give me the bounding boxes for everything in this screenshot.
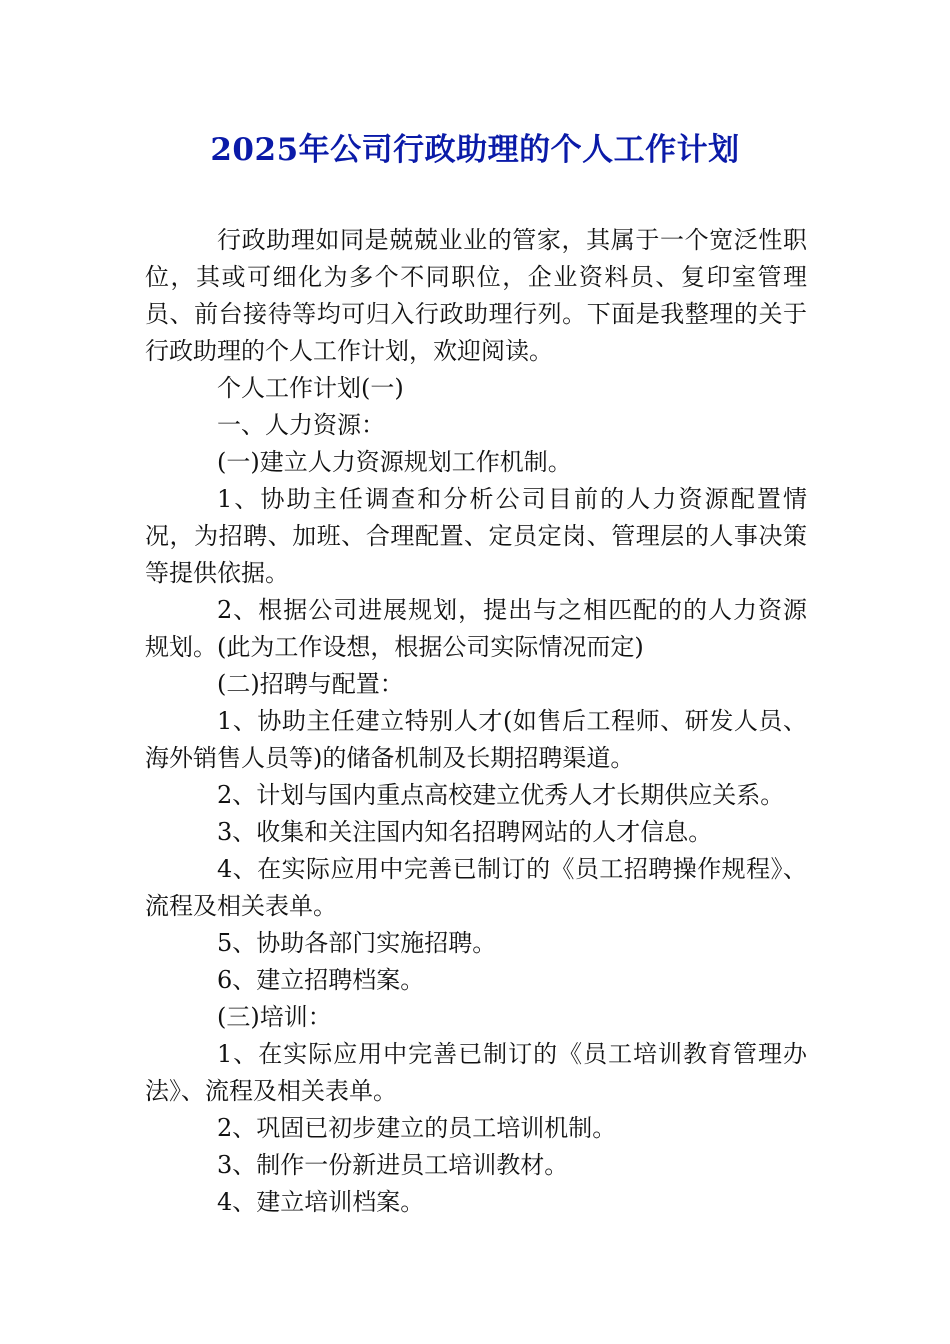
paragraph-subsection-planning: (一)建立人力资源规划工作机制。: [217, 448, 572, 476]
paragraph-training-item-1: 1、在实际应用中完善已制订的《员工培训教育管理办法》、流程及相关表单。: [145, 1040, 807, 1105]
document-title: 2025年公司行政助理的个人工作计划: [210, 132, 740, 168]
paragraph-training-item-3: 3、制作一份新进员工培训教材。: [217, 1151, 569, 1179]
paragraph-subsection-recruitment: (二)招聘与配置：: [217, 670, 404, 698]
paragraph-training-item-4: 4、建立培训档案。: [217, 1188, 425, 1216]
paragraph-recruitment-item-4: 4、在实际应用中完善已制订的《员工招聘操作规程》、流程及相关表单。: [145, 855, 807, 920]
paragraph-recruitment-item-1: 1、协助主任建立特别人才(如售后工程师、研发人员、海外销售人员等)的储备机制及长期招聘渠道。: [145, 707, 807, 772]
paragraph-planning-item-2: 2、根据公司进展规划，提出与之相匹配的的人力资源规划。(此为工作设想，根据公司实际情况而定): [145, 596, 807, 661]
paragraph-subsection-training: (三)培训：: [217, 1003, 332, 1031]
paragraph-training-item-2: 2、巩固已初步建立的员工培训机制。: [217, 1114, 617, 1142]
paragraph-plan-one-heading: 个人工作计划(一): [217, 374, 404, 402]
document-body: [145, 222, 807, 1221]
paragraph-recruitment-item-2: 2、计划与国内重点高校建立优秀人才长期供应关系。: [217, 781, 785, 809]
paragraph-planning-item-1: 1、协助主任调查和分析公司目前的人力资源配置情况，为招聘、加班、合理配置、定员定岗、管理层的人事决策等提供依据。: [145, 485, 807, 587]
paragraph-recruitment-item-5: 5、协助各部门实施招聘。: [217, 929, 497, 957]
paragraph-recruitment-item-3: 3、收集和关注国内知名招聘网站的人才信息。: [217, 818, 713, 846]
paragraph-recruitment-item-6: 6、建立招聘档案。: [217, 966, 425, 994]
paragraph-section-hr: 一、人力资源：: [217, 411, 385, 439]
paragraph-intro: 行政助理如同是兢兢业业的管家，其属于一个宽泛性职位，其或可细化为多个不同职位，企业资料员、复印室管理员、前台接待等均可归入行政助理行列。下面是我整理的关于行政助理的个人工作计划，欢迎阅读。: [145, 226, 807, 365]
